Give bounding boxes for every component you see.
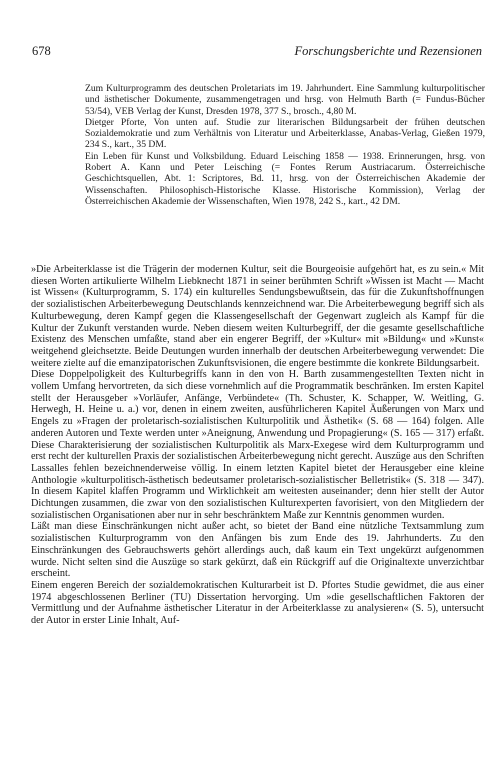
body-paragraph: Läßt man diese Einschränkungen nicht außer acht, so bietet der Band eine nützliche Textsammlung zum sozialistischen Kulturprogramm von den Anfängen bis zum Ende des 19. Jahrhunderts. Zu den Einschränkungen des Gebrauchswerts gehört allerdings auch, daß kaum ein Text ungekürzt aufgenommen wurde. Nicht selten sind die Auszüge so stark gekürzt, daß ein Rückgriff auf die Originaltexte unverzichtbar erscheint. xyxy=(31,521,484,580)
page-number: 678 xyxy=(32,44,51,58)
bibliography-block xyxy=(85,83,485,207)
body-paragraph: Diese Doppelpoligkeit des Kulturbegriffs kann in den von H. Barth zusammengestellten Texten nicht in vollem Umfang hervortreten, da sich diese vornehmlich auf die Programmatik beschränken. Im ersten Kapitel stellt der Herausgeber »Vorläufer, Anfänge, Verbündete« (Th. Schuster, K. Schapper, W. Weitling, G. Herwegh, H. Heine u. a.) vor, denen in einem zweiten, ausführlicheren Kapitel Äußerungen von Marx und Engels zu »Fragen der proletarisch-sozialistischen Kulturpolitik und Ästhetik« (S. 68 — 164) folgen. Alle anderen Autoren und Texte werden unter »Aneignung, Anwendung und Propagierung« (S. 165 — 317) erfaßt. Diese Charakterisierung der sozialistischen Kulturpolitik als Marx-Exegese wird dem Kulturprogramm und erst recht der kulturellen Praxis der sozialistischen Arbeiterbewegung nicht gerecht. Auszüge aus den Schriften Lassalles fehlen bezeichnenderweise völlig. In einem letzten Kapitel bietet der Herausgeber eine kleine Anthologie »kulturpolitisch-ästhetisch bedeutsamer proletarisch-sozialistischer Belletristik« (S. 318 — 347). In diesem Kapitel klaffen Programm und Wirklichkeit am weitesten auseinander; denn hier stellt der Autor Dichtungen zusammen, die zwar von den sozialistischen Kulturexperten favorisiert, von den Mitgliedern der sozialistischen Organisationen aber nur in sehr beschränktem Maße zur Kenntnis genommen wurden. xyxy=(31,369,484,521)
page-header xyxy=(30,44,482,62)
bibliography-entry: Dietger Pforte, Von unten auf. Studie zur literarischen Bildungsarbeit der frühen deutschen Sozialdemokratie und zum Verhältnis von Literatur und Arbeiterklasse, Anabas-Verlag, Gießen 1979, 234 S., kart., 35 DM. xyxy=(85,116,485,151)
bibliography-entry: Zum Kulturprogramm des deutschen Proletariats im 19. Jahrhundert. Eine Sammlung kulturpolitischer und ästhetischer Dokumente, zusammengetragen und hrsg. von Helmuth Barth (= Fundus-Bücher 53/54), VEB Verlag der Kunst, Dresden 1978, 377 S., brosch., 4,80 M. xyxy=(85,83,485,117)
bibliography-entry: Ein Leben für Kunst und Volksbildung. Eduard Leisching 1858 — 1938. Erinnerungen, hrsg. von Robert A. Kann und Peter Leisching (= Fontes Rerum Austriacarum. Österreichische Geschichtsquellen, Abt. 1: Scriptores, Bd. 11, hrsg. von der Österreichischen Akademie der Wissenschaften. Philosophisch-Historische Klasse. Historische Kommission), Verlag der Österreichischen Akademie der Wissenschaften, Wien 1978, 242 S., kart., 42 DM. xyxy=(85,150,485,207)
running-title: Forschungsberichte und Rezensionen xyxy=(294,44,482,58)
body-paragraph: »Die Arbeiterklasse ist die Trägerin der modernen Kultur, seit die Bourgeoisie aufgehört hat, es zu sein.« Mit diesen Worten artikulierte Wilhelm Liebknecht 1871 in seiner berühmten Schrift »Wissen ist Macht — Macht ist Wissen« (Kulturprogramm, S. 174) ein kulturelles Sendungsbewußtsein, das für die Zukunftshoffnungen der sozialistischen Arbeiterbewegung Deutschlands kennzeichnend war. Die Arbeiterbewegung begriff sich als Kulturbewegung, deren Kampf gegen die Klassengesellschaft der Gegenwart zugleich als Kampf für die Kultur der Zukunft verstanden wurde. Neben diesem weiten Kulturbegriff, der die gesamte gesellschaftliche Existenz des Menschen umfaßte, stand aber ein engerer Begriff, der »Kultur« mit »Bildung« und »Kunst« weitgehend gleichsetzte. Beide Deutungen wurden innerhalb der deutschen Arbeiterbewegung verwendet: Die weitere zielte auf die emanzipatorischen Zukunftsvisionen, die engere bestimmte die konkrete Bildungsarbeit. xyxy=(31,264,484,369)
body-paragraph: Einem engeren Bereich der sozialdemokratischen Kulturarbeit ist D. Pfortes Studie gewidmet, die aus einer 1974 abgeschlossenen Berliner (TU) Dissertation hervorging. Um »die gesellschaftlichen Faktoren der Vermittlung und der Aufnahme ästhetischer Literatur in der Arbeiterklasse zu analysieren« (S. 5), untersucht der Autor in erster Linie Inhalt, Auf- xyxy=(31,579,484,627)
review-body xyxy=(31,264,484,627)
